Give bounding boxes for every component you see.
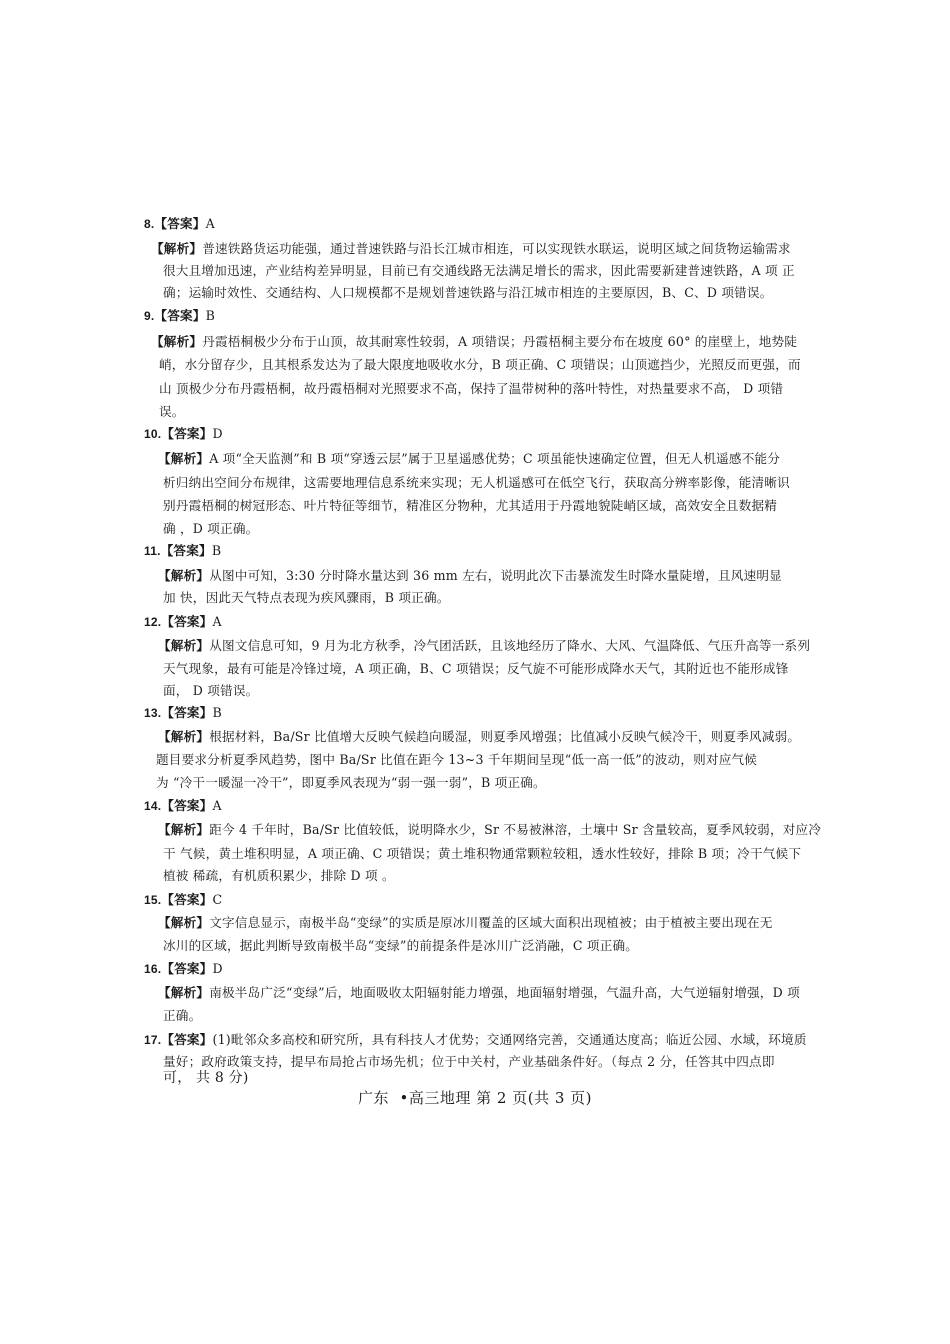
- item-13-answer: 13.【答案】B: [144, 705, 222, 720]
- item-8-analysis-line-2: 很大且增加迅速，产业结构差异明显，目前已有交通线路无法满足增长的需求，因此需要新建普速铁路，A 项 正: [163, 263, 795, 278]
- item-9-analysis-line-1: 【解析】丹霞梧桐极少分布于山顶，故其耐寒性较弱，A 项错误；丹霞梧桐主要分布在坡度 60° 的崖壁上，地势陡: [151, 334, 798, 349]
- page-footer: [0, 1088, 950, 1108]
- item-15-analysis-line-1: 【解析】文字信息显示，南极半岛“变绿”的实质是原冰川覆盖的区域大面积出现植被；由于植被主要出现在无: [158, 915, 773, 930]
- footer-dot: •: [399, 1089, 409, 1107]
- item-9-analysis-line-3: 山 顶极少分布丹霞梧桐，故丹霞梧桐对光照要求不高，保持了温带树种的落叶特性，对热量要求不高， D 项错: [159, 381, 784, 396]
- footer-subject-page: 高三地理 第 2 页(共 3 页): [408, 1089, 593, 1107]
- item-15-answer: 15.【答案】C: [144, 892, 223, 907]
- item-13-analysis-line-1: 【解析】根据材料，Ba/Sr 比值增大反映气候趋向暖湿，则夏季风增强；比值减小反映气候冷干，则夏季风减弱。: [158, 729, 801, 744]
- item-14-analysis-line-1: 【解析】距今 4 千年时，Ba/Sr 比值较低，说明降水少，Sr 不易被淋溶，土壤中 Sr 含量较高，夏季风较弱，对应冷: [158, 822, 822, 837]
- item-10-answer: 10.【答案】D: [144, 426, 223, 441]
- item-10-analysis-line-4: 确 ，D 项正确。: [163, 521, 259, 536]
- item-8-analysis-line-3: 确；运输时效性、交通结构、人口规模都不是规划普速铁路与沿江城市相连的主要原因，B、C、D 项错误。: [163, 285, 773, 300]
- item-10-analysis-line-3: 别丹霞梧桐的树冠形态、叶片特征等细节，精准区分物种，尤其适用于丹霞地貌陡峭区域，高效安全且数据精: [163, 498, 778, 513]
- item-12-analysis-line-3: 面， D 项错误。: [163, 683, 259, 698]
- item-8-analysis-line-1: 【解析】普速铁路货运功能强，通过普速铁路与沿长江城市相连，可以实现铁水联运，说明区域之间货物运输需求: [151, 241, 791, 256]
- item-16-analysis-line-2: 正确。: [163, 1008, 202, 1023]
- item-9-analysis-line-2: 峭，水分留存少，且其根系发达为了最大限度地吸收水分，B 项正确、C 项错误；山顶遮挡少，光照反而更强，而: [159, 357, 801, 372]
- item-14-answer: 14.【答案】A: [144, 798, 222, 813]
- item-14-analysis-line-3: 植被 稀疏，有机质积累少，排除 D 项 。: [163, 868, 395, 883]
- item-16-analysis-line-1: 【解析】南极半岛广泛“变绿”后，地面吸收太阳辐射能力增强，地面辐射增强，气温升高，大气逆辐射增强，D 项: [158, 985, 800, 1000]
- item-17-answer-line-1: 17.【答案】(1)毗邻众多高校和研究所，具有科技人才优势；交通网络完善，交通通达度高；临近公园、水域，环境质: [144, 1032, 807, 1047]
- item-15-analysis-line-2: 冰川的区域，据此判断导致南极半岛“变绿”的前提条件是冰川广泛消融，C 项正确。: [163, 938, 639, 953]
- item-17-answer-line-2: 量好；政府政策支持，提早布局抢占市场先机；位于中关村，产业基础条件好。（每点 2 分，任答其中四点即: [163, 1054, 775, 1069]
- item-11-analysis-line-2: 加 快，因此天气特点表现为疾风骤雨，B 项正确。: [163, 590, 450, 605]
- item-12-analysis-line-2: 天气现象，最有可能是冷锋过境，A 项正确，B、C 项错误；反气旋不可能形成降水天气，其附近也不能形成锋: [163, 661, 789, 676]
- item-16-answer: 16.【答案】D: [144, 961, 223, 976]
- item-17-answer-line-3: 可， 共 8 分): [163, 1070, 249, 1086]
- item-13-analysis-line-2: 题目要求分析夏季风趋势，图中 Ba/Sr 比值在距今 13~3 千年期间呈现“低一高一低”的波动，则对应气候: [156, 752, 758, 767]
- item-12-analysis-line-1: 【解析】从图文信息可知，9 月为北方秋季，冷气团活跃，且该地经历了降水、大风、气温降低、气压升高等一系列: [158, 638, 811, 653]
- item-13-analysis-line-3: 为 “冷干一暖湿一冷干”，即夏季风表现为“弱一强一弱”，B 项正确。: [156, 775, 546, 790]
- item-9-analysis-line-4: 误。: [159, 404, 185, 419]
- item-10-analysis-line-2: 析归纳出空间分布规律，这需要地理信息系统来实现；无人机遥感可在低空飞行，获取高分辨率影像，能清晰识: [163, 475, 790, 490]
- item-14-analysis-line-2: 干 气候，黄土堆积明显，A 项正确、C 项错误；黄土堆积物通常颗粒较粗，透水性较好，排除 B 项；冷干气候下: [163, 846, 802, 861]
- item-10-analysis-line-1: 【解析】A 项“全天监测”和 B 项“穿透云层”属于卫星遥感优势；C 项虽能快速确定位置，但无人机遥感不能分: [158, 451, 781, 466]
- item-8-answer: 8.【答案】A: [144, 216, 215, 231]
- item-11-answer: 11.【答案】B: [144, 543, 222, 558]
- item-12-answer: 12.【答案】A: [144, 614, 222, 629]
- item-11-analysis-line-1: 【解析】从图中可知，3:30 分时降水量达到 36 mm 左右，说明此次下击暴流发生时降水量陡增，且风速明显: [158, 568, 782, 583]
- footer-region: 广东: [357, 1089, 389, 1107]
- item-9-answer: 9.【答案】B: [144, 308, 216, 323]
